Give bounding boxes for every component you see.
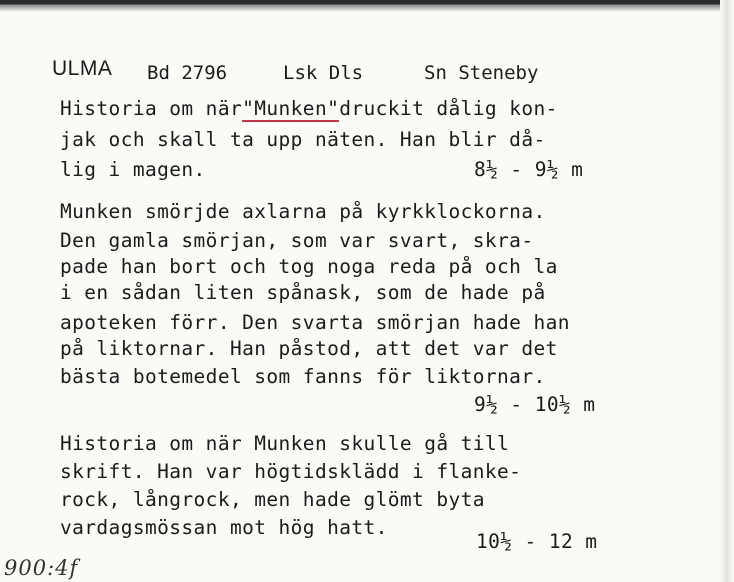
entry-2-line-1: Munken smörjde axlarna på kyrkklockorna. [60, 200, 546, 223]
entry-1-line-2: jak och skall ta upp näten. Han blir då- [60, 128, 546, 151]
entry-2-range: 9½ - 10½ m [474, 393, 596, 416]
parish-label: Sn Steneby [424, 62, 539, 84]
entry-2-line-4: i en sådan liten spånask, som de hade på [60, 281, 546, 304]
entry-2-line-5: apoteken förr. Den svarta smörjan hade han [60, 311, 570, 334]
entry-1-text-after: druckit dålig kon- [339, 97, 558, 120]
entry-1-line-3: lig i magen. [60, 158, 206, 181]
entry-2-line-3: pade han bort och tog noga reda på och la [60, 255, 558, 278]
entry-2-line-2: Den gamla smörjan, som var svart, skra- [60, 229, 534, 252]
entry-1-line-1 [60, 99, 558, 119]
munken-underlined: "Munken" [242, 97, 340, 120]
entry-2-line-7: bästa botemedel som fanns för liktornar. [60, 365, 546, 388]
entry-3-line-2: skrift. Han var högtidsklädd i flanke- [60, 460, 522, 483]
card-top-edge [0, 0, 734, 12]
entry-1-text-before: Historia om när [60, 97, 243, 120]
entry-3-line-4: vardagsmössan mot hög hatt. [60, 516, 388, 539]
archive-label: ULMA [52, 57, 113, 80]
volume-label: Bd 2796 [147, 62, 228, 84]
entry-3-line-1: Historia om när Munken skulle gå till [60, 432, 510, 455]
entry-2-line-6: på liktornar. Han påstod, att det var det [60, 337, 558, 360]
district-label: Lsk Dls [283, 62, 364, 84]
entry-3-line-3: rock, långrock, men hade glömt byta [60, 488, 485, 511]
handwritten-note: 900:4f [4, 556, 79, 580]
entry-3-range: 10½ - 12 m [476, 530, 598, 553]
card-right-edge [720, 0, 734, 582]
entry-1-range: 8½ - 9½ m [474, 158, 584, 181]
